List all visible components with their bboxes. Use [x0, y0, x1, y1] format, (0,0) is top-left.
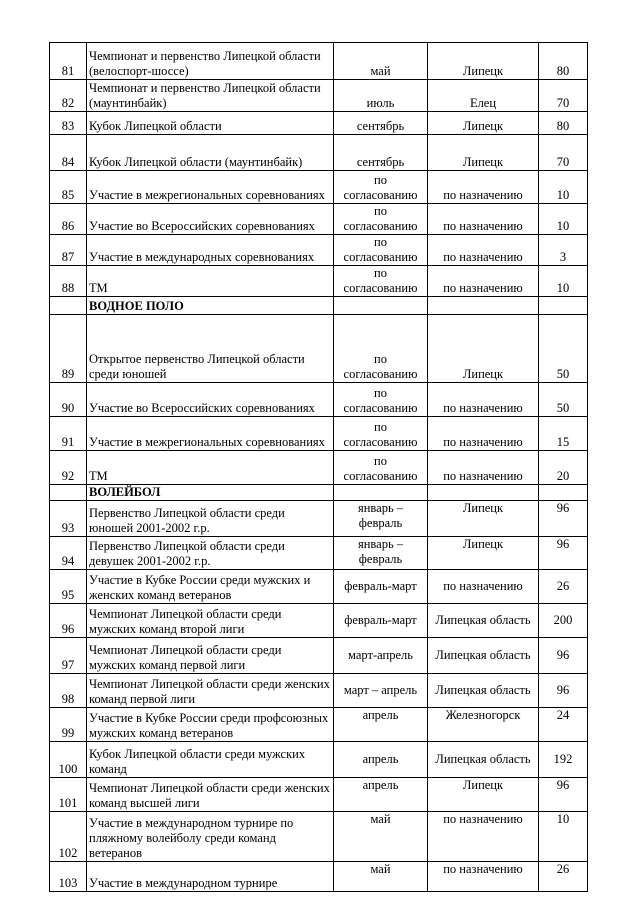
- count-cell: [539, 297, 588, 315]
- count-cell: 10: [539, 266, 588, 297]
- place-cell: Железногорск: [428, 708, 539, 742]
- row-number-cell: 94: [50, 537, 87, 570]
- count-cell: 24: [539, 708, 588, 742]
- count-cell: 96: [539, 537, 588, 570]
- event-name-cell: ТМ: [87, 266, 334, 297]
- count-cell: 20: [539, 451, 588, 485]
- place-cell: Липецк: [428, 537, 539, 570]
- section-header-row: [50, 297, 588, 315]
- date-cell: июль: [334, 80, 428, 112]
- events-table-body: [50, 43, 588, 892]
- event-name-cell: Чемпионат и первенство Липецкой области (маунтинбайк): [87, 80, 334, 112]
- table-row: [50, 112, 588, 135]
- table-row: [50, 708, 588, 742]
- table-row: [50, 135, 588, 171]
- date-cell: май: [334, 862, 428, 892]
- event-name-cell: ТМ: [87, 451, 334, 485]
- table-row: [50, 501, 588, 537]
- date-cell: сентябрь: [334, 112, 428, 135]
- event-name-cell: Участие в международном турнире по пляжному волейболу среди команд ветеранов: [87, 812, 334, 862]
- event-name-cell: Участие в Кубке России среди мужских и женских команд ветеранов: [87, 570, 334, 604]
- date-cell: январь – февраль: [334, 501, 428, 537]
- row-number-cell: 102: [50, 812, 87, 862]
- date-cell: сентябрь: [334, 135, 428, 171]
- date-cell: апрель: [334, 708, 428, 742]
- event-name-cell: Кубок Липецкой области (маунтинбайк): [87, 135, 334, 171]
- table-row: [50, 235, 588, 266]
- place-cell: по назначению: [428, 812, 539, 862]
- row-number-cell: 85: [50, 171, 87, 204]
- count-cell: 50: [539, 315, 588, 383]
- place-cell: по назначению: [428, 266, 539, 297]
- count-cell: 80: [539, 112, 588, 135]
- row-number-cell: 91: [50, 417, 87, 451]
- table-row: [50, 638, 588, 674]
- section-title: ВОЛЕЙБОЛ: [87, 485, 334, 501]
- event-name-cell: Чемпионат Липецкой области среди мужских команд первой лиги: [87, 638, 334, 674]
- date-cell: апрель: [334, 742, 428, 778]
- row-number-cell: 86: [50, 204, 87, 235]
- event-name-cell: Участие во Всероссийских соревнованиях: [87, 383, 334, 417]
- row-number-cell: 83: [50, 112, 87, 135]
- place-cell: Липецкая область: [428, 638, 539, 674]
- table-row: [50, 604, 588, 638]
- place-cell: Липецк: [428, 501, 539, 537]
- count-cell: 15: [539, 417, 588, 451]
- table-row: [50, 862, 588, 892]
- date-cell: январь – февраль: [334, 537, 428, 570]
- event-name-cell: Чемпионат Липецкой области среди женских команд высшей лиги: [87, 778, 334, 812]
- row-number-cell: 96: [50, 604, 87, 638]
- event-name-cell: Участие в международных соревнованиях: [87, 235, 334, 266]
- table-row: [50, 204, 588, 235]
- date-cell: по согласованию: [334, 451, 428, 485]
- row-number-cell: 97: [50, 638, 87, 674]
- date-cell: май: [334, 812, 428, 862]
- row-number-cell: 99: [50, 708, 87, 742]
- row-number-cell: 81: [50, 43, 87, 80]
- table-row: [50, 537, 588, 570]
- row-number-cell: [50, 485, 87, 501]
- place-cell: Липецкая область: [428, 674, 539, 708]
- place-cell: Елец: [428, 80, 539, 112]
- place-cell: Липецк: [428, 778, 539, 812]
- row-number-cell: [50, 297, 87, 315]
- place-cell: по назначению: [428, 383, 539, 417]
- count-cell: [539, 485, 588, 501]
- row-number-cell: 82: [50, 80, 87, 112]
- count-cell: 192: [539, 742, 588, 778]
- count-cell: 96: [539, 778, 588, 812]
- count-cell: 96: [539, 638, 588, 674]
- place-cell: Липецк: [428, 43, 539, 80]
- date-cell: [334, 297, 428, 315]
- count-cell: 10: [539, 171, 588, 204]
- place-cell: по назначению: [428, 862, 539, 892]
- date-cell: по согласованию: [334, 417, 428, 451]
- event-name-cell: Чемпионат Липецкой области среди мужских команд второй лиги: [87, 604, 334, 638]
- date-cell: [334, 485, 428, 501]
- place-cell: по назначению: [428, 171, 539, 204]
- count-cell: 96: [539, 674, 588, 708]
- event-name-cell: Чемпионат Липецкой области среди женских команд первой лиги: [87, 674, 334, 708]
- row-number-cell: 88: [50, 266, 87, 297]
- date-cell: апрель: [334, 778, 428, 812]
- count-cell: 3: [539, 235, 588, 266]
- row-number-cell: 93: [50, 501, 87, 537]
- row-number-cell: 98: [50, 674, 87, 708]
- date-cell: по согласованию: [334, 204, 428, 235]
- table-row: [50, 451, 588, 485]
- row-number-cell: 103: [50, 862, 87, 892]
- event-name-cell: Кубок Липецкой области: [87, 112, 334, 135]
- event-name-cell: Участие в Кубке России среди профсоюзных мужских команд ветеранов: [87, 708, 334, 742]
- table-row: [50, 43, 588, 80]
- place-cell: Липецкая область: [428, 604, 539, 638]
- date-cell: по согласованию: [334, 383, 428, 417]
- event-name-cell: Участие в межрегиональных соревнованиях: [87, 417, 334, 451]
- place-cell: Липецк: [428, 112, 539, 135]
- event-name-cell: Участие в межрегиональных соревнованиях: [87, 171, 334, 204]
- date-cell: май: [334, 43, 428, 80]
- count-cell: 80: [539, 43, 588, 80]
- row-number-cell: 89: [50, 315, 87, 383]
- date-cell: февраль-март: [334, 604, 428, 638]
- table-row: [50, 80, 588, 112]
- date-cell: март – апрель: [334, 674, 428, 708]
- event-name-cell: Участие в международном турнире: [87, 862, 334, 892]
- table-row: [50, 266, 588, 297]
- table-row: [50, 171, 588, 204]
- place-cell: по назначению: [428, 417, 539, 451]
- date-cell: по согласованию: [334, 171, 428, 204]
- date-cell: февраль-март: [334, 570, 428, 604]
- section-header-row: [50, 485, 588, 501]
- row-number-cell: 100: [50, 742, 87, 778]
- section-title: ВОДНОЕ ПОЛО: [87, 297, 334, 315]
- event-name-cell: Открытое первенство Липецкой области среди юношей: [87, 315, 334, 383]
- place-cell: [428, 297, 539, 315]
- events-table: [49, 42, 588, 892]
- table-row: [50, 417, 588, 451]
- count-cell: 200: [539, 604, 588, 638]
- count-cell: 26: [539, 862, 588, 892]
- table-row: [50, 315, 588, 383]
- event-name-cell: Первенство Липецкой области среди девушек 2001-2002 г.р.: [87, 537, 334, 570]
- place-cell: по назначению: [428, 451, 539, 485]
- row-number-cell: 101: [50, 778, 87, 812]
- table-row: [50, 742, 588, 778]
- table-row: [50, 570, 588, 604]
- place-cell: по назначению: [428, 570, 539, 604]
- event-name-cell: Первенство Липецкой области среди юношей 2001-2002 г.р.: [87, 501, 334, 537]
- date-cell: по согласованию: [334, 266, 428, 297]
- table-row: [50, 778, 588, 812]
- date-cell: по согласованию: [334, 315, 428, 383]
- place-cell: Липецк: [428, 135, 539, 171]
- place-cell: [428, 485, 539, 501]
- count-cell: 70: [539, 80, 588, 112]
- count-cell: 50: [539, 383, 588, 417]
- count-cell: 10: [539, 812, 588, 862]
- event-name-cell: Участие во Всероссийских соревнованиях: [87, 204, 334, 235]
- event-name-cell: Кубок Липецкой области среди мужских команд: [87, 742, 334, 778]
- event-name-cell: Чемпионат и первенство Липецкой области (велоспорт-шоссе): [87, 43, 334, 80]
- place-cell: Липецк: [428, 315, 539, 383]
- place-cell: по назначению: [428, 235, 539, 266]
- place-cell: по назначению: [428, 204, 539, 235]
- count-cell: 10: [539, 204, 588, 235]
- count-cell: 26: [539, 570, 588, 604]
- row-number-cell: 87: [50, 235, 87, 266]
- date-cell: март-апрель: [334, 638, 428, 674]
- count-cell: 96: [539, 501, 588, 537]
- table-row: [50, 383, 588, 417]
- place-cell: Липецкая область: [428, 742, 539, 778]
- row-number-cell: 90: [50, 383, 87, 417]
- table-row: [50, 812, 588, 862]
- date-cell: по согласованию: [334, 235, 428, 266]
- table-row: [50, 674, 588, 708]
- row-number-cell: 92: [50, 451, 87, 485]
- row-number-cell: 95: [50, 570, 87, 604]
- row-number-cell: 84: [50, 135, 87, 171]
- count-cell: 70: [539, 135, 588, 171]
